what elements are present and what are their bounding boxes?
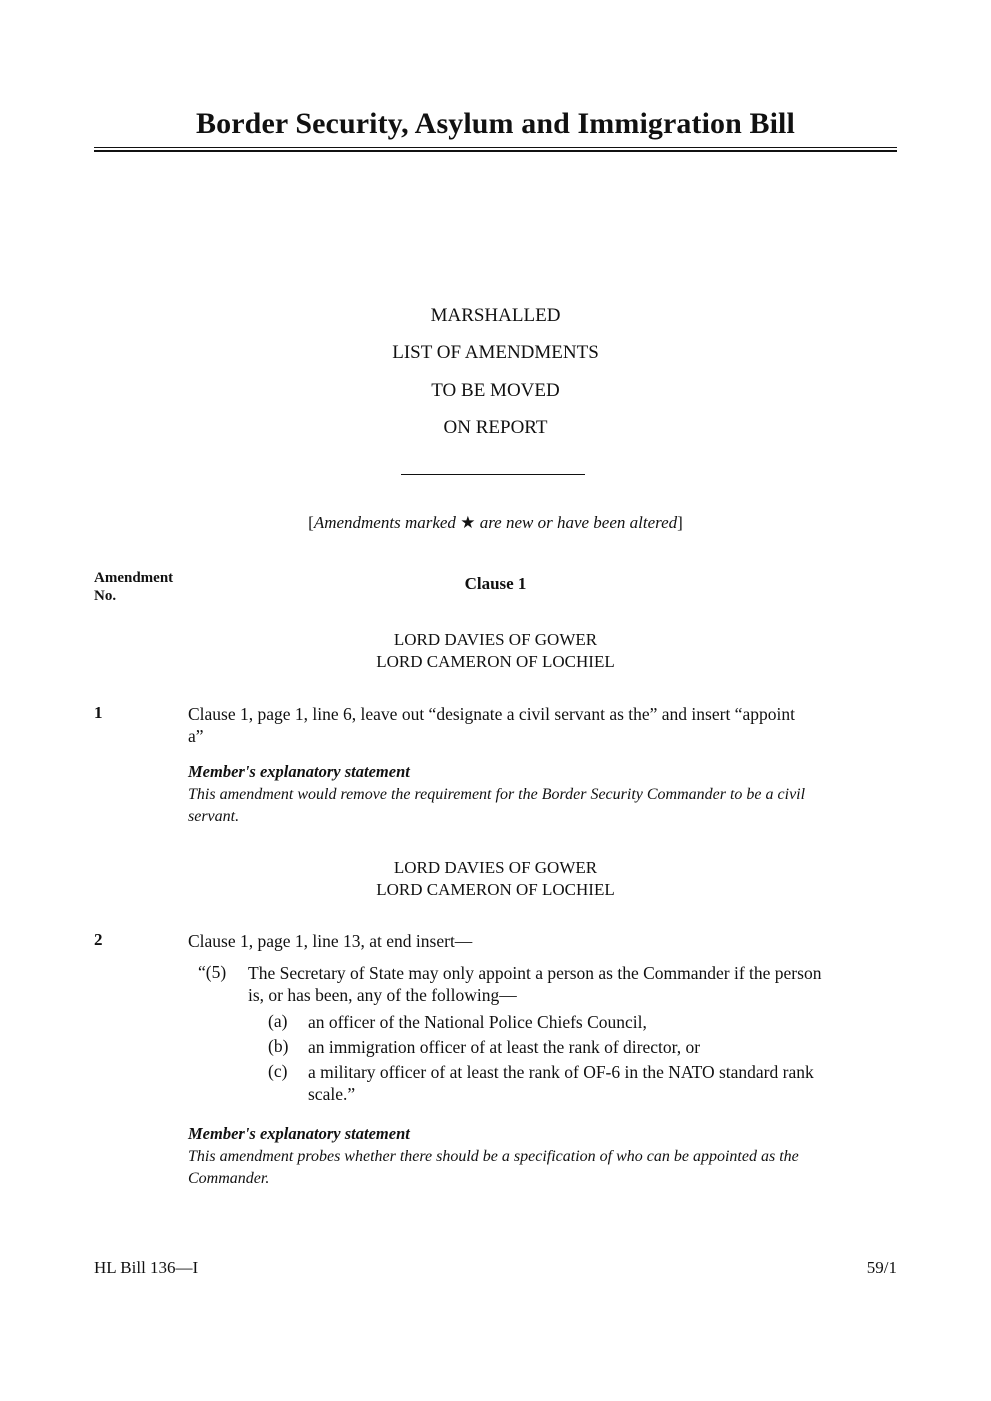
heading-divider bbox=[401, 474, 585, 475]
amendment-no-header-line2: No. bbox=[94, 588, 117, 604]
item-label: (c) bbox=[268, 1061, 288, 1081]
subsection-line: is, or has been, any of the following— bbox=[248, 985, 517, 1005]
item-line: a military officer of at least the rank of OF-6 in the NATO standard rank bbox=[308, 1062, 814, 1082]
item-text bbox=[308, 1061, 897, 1105]
heading-line-1: MARSHALLED bbox=[430, 305, 561, 326]
amendment-2-sponsors bbox=[94, 857, 897, 901]
amendment-number: 1 bbox=[94, 703, 103, 722]
item-text: an immigration officer of at least the rank of director, or bbox=[308, 1037, 701, 1057]
heading-line-4: ON REPORT bbox=[443, 417, 548, 438]
item-label: (b) bbox=[268, 1036, 289, 1056]
explanatory-statement-title: Member's explanatory statement bbox=[188, 762, 410, 781]
amendments-note bbox=[94, 513, 897, 533]
title-rule-thin bbox=[94, 147, 897, 148]
document-title: Border Security, Asylum and Immigration Bill bbox=[196, 107, 795, 140]
explanatory-line: This amendment probes whether there should be a specification of who can be appointed as the bbox=[188, 1148, 799, 1165]
item-label: (a) bbox=[268, 1011, 288, 1031]
footer-bill-reference: HL Bill 136—I bbox=[94, 1258, 199, 1277]
amendment-text-line: Clause 1, page 1, line 6, leave out “designate a civil servant as the” and insert “appoint bbox=[188, 704, 795, 724]
amendment-2-text: Clause 1, page 1, line 13, at end insert— bbox=[188, 931, 473, 951]
amendment-1-sponsors bbox=[94, 629, 897, 673]
amendment-number: 2 bbox=[94, 930, 103, 949]
subsection-text bbox=[248, 962, 897, 1006]
star-icon: ★ bbox=[460, 513, 476, 532]
footer-page-code: 59/1 bbox=[866, 1258, 897, 1277]
clause-heading: Clause 1 bbox=[464, 574, 527, 593]
note-close-bracket: ] bbox=[677, 513, 683, 532]
heading-line-3: TO BE MOVED bbox=[431, 380, 560, 401]
title-rule-thick bbox=[94, 150, 897, 152]
sponsor-name: LORD CAMERON OF LOCHIEL bbox=[376, 880, 615, 899]
explanatory-line: This amendment would remove the requirement for the Border Security Commander to be a civil bbox=[188, 786, 806, 803]
subsection-line: The Secretary of State may only appoint a person as the Commander if the person bbox=[248, 963, 822, 983]
sponsor-name: LORD DAVIES OF GOWER bbox=[393, 630, 598, 649]
note-open-bracket: [ bbox=[308, 513, 314, 532]
explanatory-statement-text bbox=[188, 1146, 897, 1190]
explanatory-statement-text bbox=[188, 784, 897, 828]
amendment-1-text bbox=[188, 703, 897, 747]
sponsor-name: LORD CAMERON OF LOCHIEL bbox=[376, 652, 615, 671]
item-text: an officer of the National Police Chiefs Council, bbox=[308, 1012, 647, 1032]
heading-line-2: LIST OF AMENDMENTS bbox=[392, 342, 599, 363]
amendment-text-line: a” bbox=[188, 726, 204, 746]
amendment-no-header-line1: Amendment bbox=[94, 570, 174, 586]
explanatory-statement-title: Member's explanatory statement bbox=[188, 1124, 410, 1143]
note-text-after: are new or have been altered bbox=[479, 513, 678, 532]
item-line: scale.” bbox=[308, 1084, 356, 1104]
subsection-label: “(5) bbox=[198, 962, 227, 982]
explanatory-line: servant. bbox=[188, 808, 240, 825]
note-text-before: Amendments marked bbox=[313, 513, 456, 532]
explanatory-line: Commander. bbox=[188, 1170, 270, 1187]
sponsor-name: LORD DAVIES OF GOWER bbox=[393, 858, 598, 877]
